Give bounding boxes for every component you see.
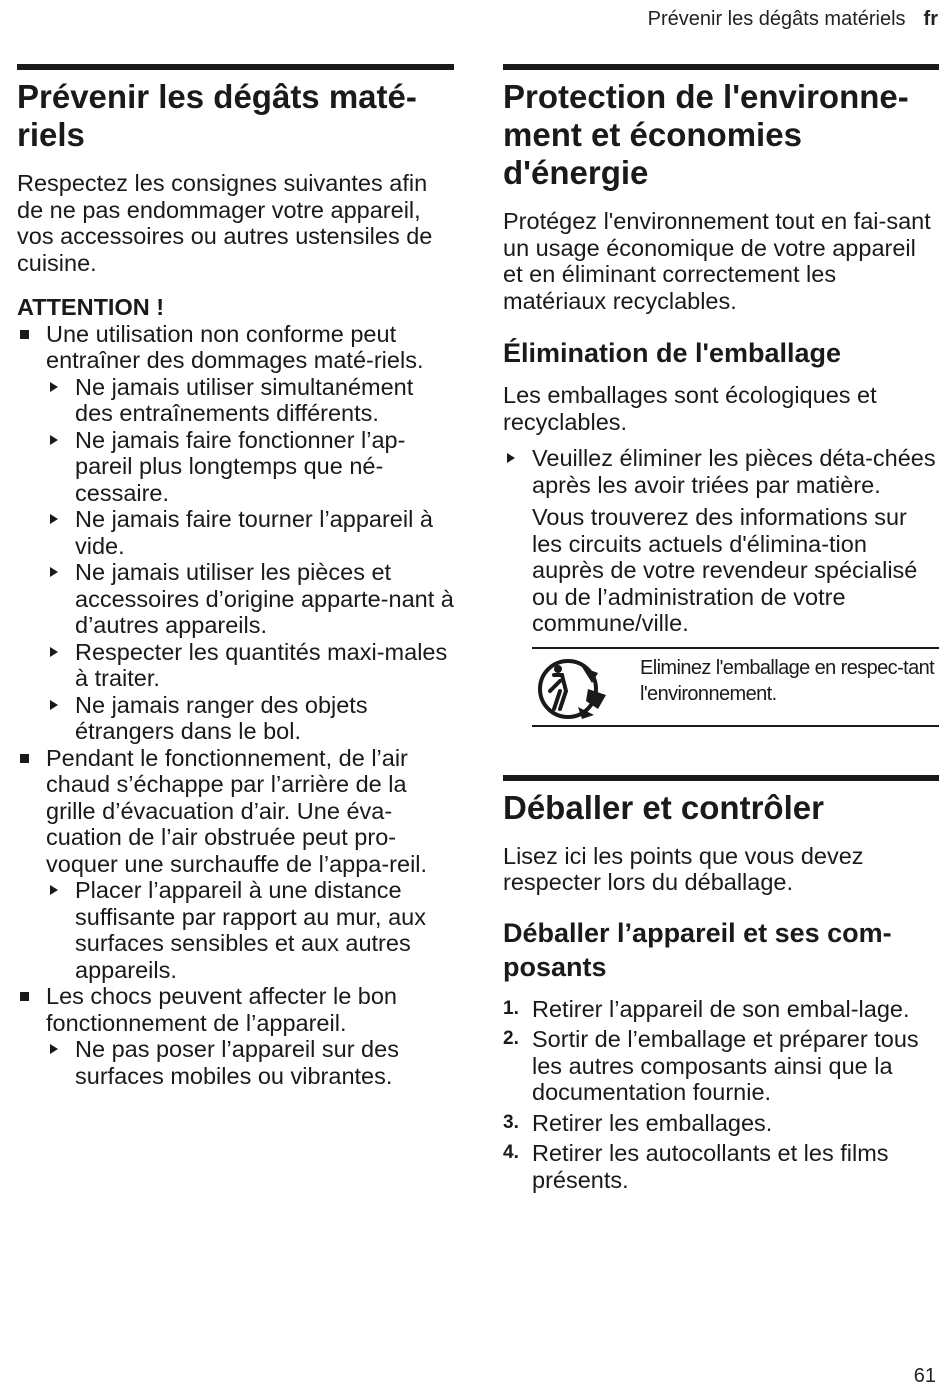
subheading-unpack-components: Déballer l’appareil et ses com- posants (503, 917, 892, 982)
subheading-packaging: Élimination de l'emballage (503, 338, 842, 368)
packaging-intro: Les emballages sont écologiques et recyclables. (503, 382, 877, 435)
bullet-text: Les chocs peuvent affecter le bon fonctionnement de l’appareil. (46, 983, 397, 1036)
language-code: fr (923, 8, 938, 30)
step-text: Sortir de l’emballage et préparer tous les autres composants ainsi que la documentation fournie. (532, 1026, 919, 1105)
list-item (503, 445, 939, 637)
step-number: 4. (503, 1142, 519, 1163)
step-text: Retirer les autocollants et les films présents. (532, 1140, 889, 1193)
page-number: 61 (913, 1365, 936, 1387)
list-item (503, 1026, 939, 1106)
list-item: Placer l’appareil à une distance suffisante par rapport au mur, aux surfaces sensibles et aux autres appareils. (46, 877, 454, 983)
step-text: Retirer l’appareil de son embal-lage. (532, 995, 910, 1022)
bullet-text: Pendant le fonctionnement, de l’air chaud s’échappe par l’arrière de la grille d’évacuation d’air. Une éva-cuation de l’air obstruée peut pro-voquer une surchauffe de l’appa-reil. (46, 744, 428, 877)
list-item: Ne jamais utiliser les pièces et accessoires d’origine apparte-nant à d’autres appareils. (46, 559, 454, 639)
left-column (17, 64, 454, 1089)
list-item: Ne jamais utiliser simultanément des entraînements différents. (46, 374, 454, 427)
section-heading-unpacking: Déballer et contrôler (503, 775, 939, 827)
list-item: Ne pas poser l’appareil sur des surfaces mobiles ou vibrantes. (46, 1036, 454, 1089)
recycling-notice (532, 647, 939, 727)
recycling-person-icon (538, 655, 610, 721)
list-item (503, 1140, 939, 1193)
bullet-text: Une utilisation non conforme peut entraîner des dommages maté-riels. (46, 320, 424, 373)
step-number: 3. (503, 1111, 519, 1133)
damage-intro: Respectez les consignes suivantes afin de ne pas endommager votre appareil, vos accessoires ou autres ustensiles de cuisine. (17, 170, 433, 276)
instruction-text: Veuillez éliminer les pièces déta-chées après les avoir triées par matière. (532, 445, 936, 498)
section-heading-environment: Protection de l'environne- ment et économies d'énergie (503, 64, 939, 192)
damage-bullet-list (17, 321, 454, 1090)
instruction-detail: Vous trouverez des informations sur les circuits actuels d'élimina-tion auprès de votre revendeur spécialisé ou de l’administration de votre commune/ville. (532, 504, 918, 636)
list-item: Respecter les quantités maxi-males à traiter. (46, 639, 454, 692)
list-item: Ne jamais faire fonctionner l’ap-pareil plus longtemps que né-cessaire. (46, 427, 454, 507)
sub-instruction-list (46, 877, 454, 983)
recycling-note: Eliminez l'emballage en respec-tant l'environnement. (640, 656, 935, 705)
list-item (503, 1110, 939, 1137)
unpacking-steps (503, 996, 939, 1194)
list-item (17, 745, 454, 984)
step-number: 1. (503, 997, 519, 1019)
right-column (503, 64, 939, 1197)
sub-instruction-list (46, 374, 454, 745)
step-text: Retirer les emballages. (532, 1109, 773, 1136)
list-item (17, 321, 454, 745)
sub-instruction-list (46, 1036, 454, 1089)
step-number: 2. (503, 1028, 519, 1049)
list-item: Ne jamais ranger des objets étrangers dans le bol. (46, 692, 454, 745)
list-item (503, 996, 939, 1023)
list-item (17, 983, 454, 1089)
section-heading-damage: Prévenir les dégâts maté- riels (17, 64, 454, 154)
packaging-instruction-list (503, 445, 939, 637)
list-item: Ne jamais faire tourner l’appareil à vide. (46, 506, 454, 559)
unpacking-intro: Lisez ici les points que vous devez respecter lors du déballage. (503, 842, 864, 895)
attention-label: ATTENTION ! (17, 294, 165, 320)
environment-intro: Protégez l'environnement tout en fai-sant un usage économique de votre appareil et en éliminant correctement les matériaux recyclables. (503, 208, 931, 314)
running-header (648, 8, 938, 31)
running-header-title: Prévenir les dégâts matériels (647, 8, 906, 30)
